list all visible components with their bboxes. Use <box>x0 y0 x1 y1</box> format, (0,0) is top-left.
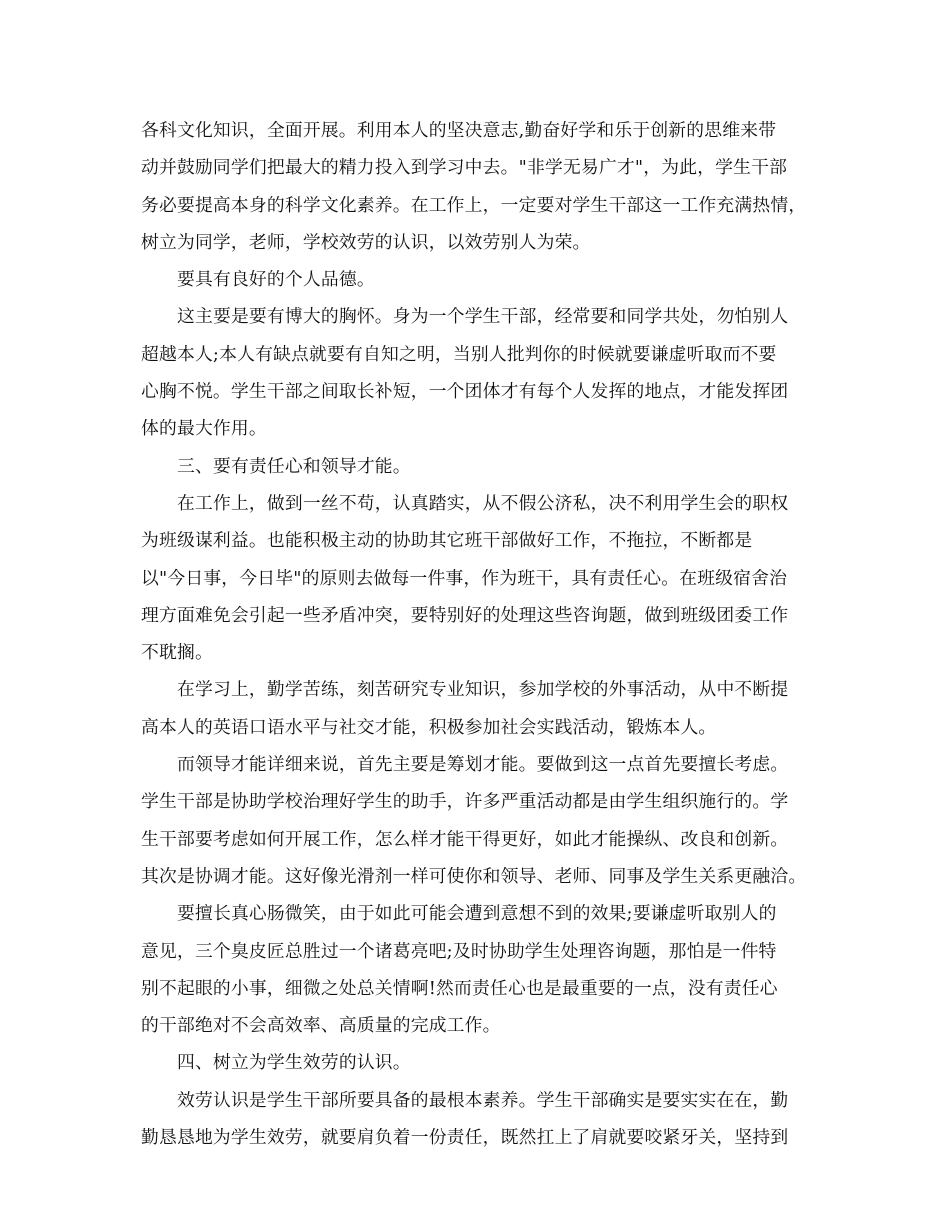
text-line: 的干部绝对不会高效率、高质量的完成工作。 <box>141 1015 501 1037</box>
text-line: 勤恳恳地为学生效劳，就要肩负着一份责任，既然扛上了肩就要咬紧牙关，坚持到 <box>141 1127 789 1149</box>
text-line: 这主要是要有博大的胸怀。身为一个学生干部，经常要和同学共处，勿怕别人 <box>177 306 789 328</box>
text-line: 学生干部是协助学校治理好学生的助手，许多严重活动都是由学生组织施行的。学 <box>141 791 789 813</box>
text-line: 不耽搁。 <box>141 642 213 664</box>
text-line: 别不起眼的小事，细微之处总关情啊!然而责任心也是最重要的一点，没有责任心 <box>141 977 778 999</box>
text-line: 生干部要考虑如何开展工作，怎么样才能干得更好，如此才能操纵、改良和创新。 <box>141 828 789 850</box>
text-line: 理方面难免会引起一些矛盾冲突，要特别好的处理这些咨询题，做到班级团委工作 <box>141 604 789 626</box>
text-line: 在学习上，勤学苦练，刻苦研究专业知识，参加学校的外事活动，从中不断提 <box>177 679 789 701</box>
text-line: 心胸不悦。学生干部之间取长补短，一个团体才有每个人发挥的地点，才能发挥团 <box>141 381 789 403</box>
text-line: 高本人的英语口语水平与社交才能，积极参加社会实践活动，锻炼本人。 <box>141 716 717 738</box>
text-line: 而领导才能详细来说，首先主要是筹划才能。要做到这一点首先要擅长考虑。 <box>177 754 789 776</box>
text-line: 以"今日事，今日毕"的原则去做每一件事，作为班干，具有责任心。在班级宿舍治 <box>141 567 788 589</box>
text-line: 要擅长真心肠微笑，由于如此可能会遭到意想不到的效果;要谦虚听取别人的 <box>177 903 777 925</box>
text-line: 意见，三个臭皮匠总胜过一个诸葛亮吧;及时协助学生处理咨询题，那怕是一件特 <box>141 940 777 962</box>
text-line: 动并鼓励同学们把最大的精力投入到学习中去。"非学无易广才"，为此，学生干部 <box>141 157 788 179</box>
text-line: 树立为同学，老师，学校效劳的认识，以效劳别人为荣。 <box>141 231 591 253</box>
text-line: 超越本人;本人有缺点就要有自知之明，当别人批判你的时候就要谦虚听取而不要 <box>141 343 777 365</box>
text-line: 在工作上，做到一丝不苟，认真踏实，从不假公济私，决不利用学生会的职权 <box>177 492 789 514</box>
document-body <box>141 112 821 1156</box>
text-line: 为班级谋利益。也能积极主动的协助其它班干部做好工作，不拖拉，不断都是 <box>141 530 753 552</box>
text-line: 体的最大作用。 <box>141 418 267 440</box>
text-line: 其次是协调才能。这好像光滑剂一样可使你和领导、老师、同事及学生关系更融洽。 <box>141 865 807 887</box>
text-line: 四、树立为学生效劳的认识。 <box>177 1052 411 1074</box>
text-line: 三、要有责任心和领导才能。 <box>177 455 411 477</box>
text-line: 要具有良好的个人品德。 <box>177 269 375 291</box>
text-line: 各科文化知识，全面开展。利用本人的坚决意志,勤奋好学和乐于创新的思维来带 <box>141 120 777 141</box>
text-line: 效劳认识是学生干部所要具备的最根本素养。学生干部确实是要实实在在，勤 <box>177 1089 789 1111</box>
text-line: 务必要提高本身的科学文化素养。在工作上，一定要对学生干部这一工作充满热情， <box>141 194 807 216</box>
